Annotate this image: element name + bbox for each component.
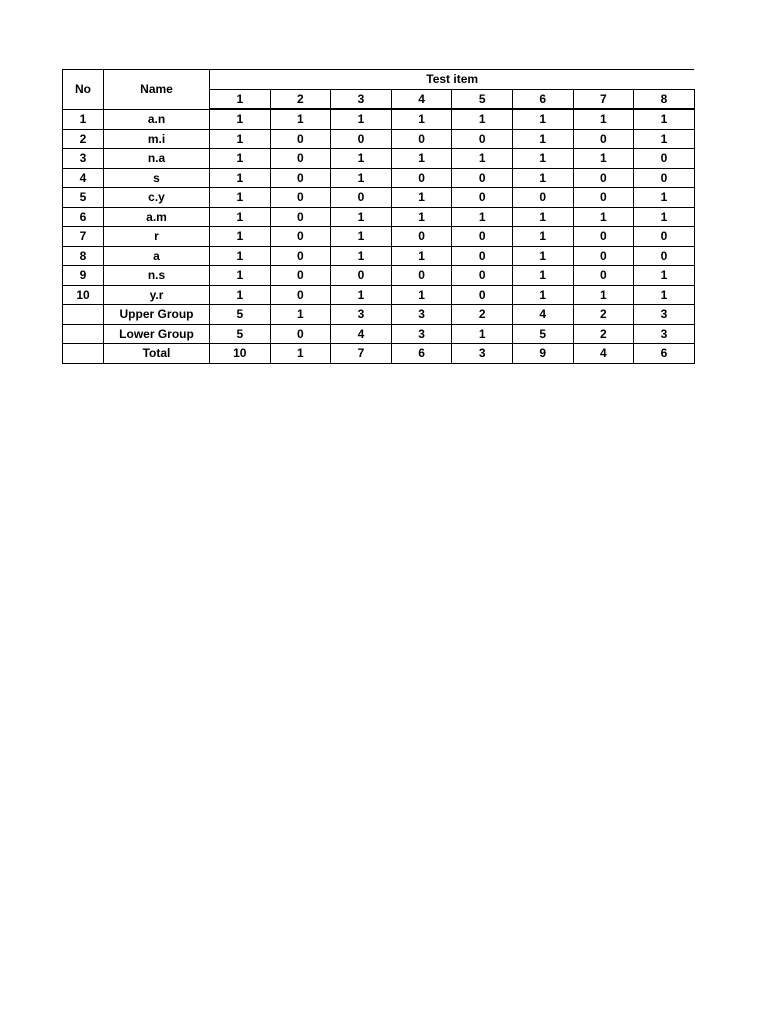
header-item-6: 6 xyxy=(512,89,573,109)
table-row xyxy=(63,168,695,188)
row-no: 9 xyxy=(63,266,104,286)
score-cell: 1 xyxy=(512,207,573,227)
score-cell: 1 xyxy=(331,149,392,169)
summary-row xyxy=(63,324,695,344)
score-cell: 0 xyxy=(452,246,513,266)
row-name: c.y xyxy=(104,188,210,208)
summary-label: Lower Group xyxy=(104,324,210,344)
score-cell: 1 xyxy=(634,285,695,305)
score-cell: 1 xyxy=(634,109,695,129)
summary-label: Upper Group xyxy=(104,305,210,325)
score-cell: 0 xyxy=(573,246,634,266)
row-no: 4 xyxy=(63,168,104,188)
score-cell: 1 xyxy=(512,285,573,305)
header-item-1: 1 xyxy=(210,89,271,109)
header-item-8: 8 xyxy=(634,89,695,109)
table-row xyxy=(63,188,695,208)
row-name: r xyxy=(104,227,210,247)
score-cell: 1 xyxy=(512,266,573,286)
score-cell: 0 xyxy=(391,168,452,188)
score-cell: 0 xyxy=(634,149,695,169)
header-item-3: 3 xyxy=(331,89,392,109)
score-cell: 1 xyxy=(634,188,695,208)
test-item-score-table xyxy=(62,69,695,364)
summary-score-cell: 5 xyxy=(210,324,271,344)
table-row xyxy=(63,246,695,266)
row-name: n.s xyxy=(104,266,210,286)
score-cell: 0 xyxy=(270,149,331,169)
score-cell: 1 xyxy=(210,285,271,305)
score-cell: 1 xyxy=(634,207,695,227)
score-cell: 0 xyxy=(270,227,331,247)
score-cell: 1 xyxy=(210,129,271,149)
row-name: a.m xyxy=(104,207,210,227)
row-name: m.i xyxy=(104,129,210,149)
table-row xyxy=(63,207,695,227)
row-no: 5 xyxy=(63,188,104,208)
score-cell: 1 xyxy=(331,246,392,266)
header-item-2: 2 xyxy=(270,89,331,109)
score-cell: 1 xyxy=(331,207,392,227)
row-no: 6 xyxy=(63,207,104,227)
summary-score-cell: 10 xyxy=(210,344,271,364)
header-name: Name xyxy=(104,70,210,110)
score-cell: 1 xyxy=(391,149,452,169)
summary-score-cell: 4 xyxy=(573,344,634,364)
summary-label: Total xyxy=(104,344,210,364)
summary-score-cell: 4 xyxy=(331,324,392,344)
row-no: 10 xyxy=(63,285,104,305)
header-no: No xyxy=(63,70,104,110)
score-cell: 0 xyxy=(573,227,634,247)
summary-score-cell: 1 xyxy=(452,324,513,344)
score-cell: 0 xyxy=(391,266,452,286)
row-name: y.r xyxy=(104,285,210,305)
score-cell: 1 xyxy=(391,246,452,266)
score-cell: 1 xyxy=(331,285,392,305)
score-cell: 0 xyxy=(270,188,331,208)
score-cell: 1 xyxy=(512,168,573,188)
row-no: 1 xyxy=(63,109,104,129)
score-cell: 1 xyxy=(331,227,392,247)
score-cell: 1 xyxy=(634,129,695,149)
score-cell: 0 xyxy=(452,168,513,188)
row-no: 2 xyxy=(63,129,104,149)
score-cell: 0 xyxy=(573,188,634,208)
score-cell: 1 xyxy=(573,149,634,169)
summary-score-cell: 2 xyxy=(573,324,634,344)
header-row-top xyxy=(63,70,695,90)
summary-score-cell: 6 xyxy=(391,344,452,364)
summary-score-cell: 4 xyxy=(512,305,573,325)
score-cell: 1 xyxy=(210,207,271,227)
score-cell: 0 xyxy=(270,168,331,188)
score-cell: 0 xyxy=(573,129,634,149)
summary-score-cell: 5 xyxy=(512,324,573,344)
score-cell: 0 xyxy=(573,168,634,188)
score-cell: 1 xyxy=(512,149,573,169)
score-cell: 1 xyxy=(391,285,452,305)
row-no: 7 xyxy=(63,227,104,247)
score-cell: 1 xyxy=(210,149,271,169)
summary-score-cell: 3 xyxy=(452,344,513,364)
summary-row xyxy=(63,305,695,325)
table-row xyxy=(63,266,695,286)
summary-no-empty xyxy=(63,305,104,325)
row-name: a xyxy=(104,246,210,266)
score-cell: 1 xyxy=(573,285,634,305)
score-cell: 0 xyxy=(270,285,331,305)
header-item-5: 5 xyxy=(452,89,513,109)
score-cell: 0 xyxy=(331,129,392,149)
score-cell: 1 xyxy=(210,188,271,208)
row-name: n.a xyxy=(104,149,210,169)
summary-score-cell: 3 xyxy=(634,305,695,325)
table-row xyxy=(63,285,695,305)
score-cell: 1 xyxy=(210,168,271,188)
summary-no-empty xyxy=(63,324,104,344)
score-cell: 1 xyxy=(210,246,271,266)
score-cell: 1 xyxy=(210,266,271,286)
score-cell: 0 xyxy=(452,285,513,305)
row-name: a.n xyxy=(104,109,210,129)
table-row xyxy=(63,227,695,247)
score-cell: 1 xyxy=(210,227,271,247)
summary-row xyxy=(63,344,695,364)
row-name: s xyxy=(104,168,210,188)
score-table-body xyxy=(63,109,695,363)
score-cell: 0 xyxy=(270,246,331,266)
header-item-4: 4 xyxy=(391,89,452,109)
score-cell: 1 xyxy=(331,168,392,188)
score-cell: 1 xyxy=(452,149,513,169)
summary-score-cell: 5 xyxy=(210,305,271,325)
score-cell: 1 xyxy=(512,246,573,266)
table-row xyxy=(63,129,695,149)
summary-score-cell: 1 xyxy=(270,344,331,364)
row-no: 8 xyxy=(63,246,104,266)
table-row xyxy=(63,149,695,169)
score-cell: 1 xyxy=(512,129,573,149)
score-cell: 1 xyxy=(391,109,452,129)
score-cell: 0 xyxy=(270,266,331,286)
summary-score-cell: 0 xyxy=(270,324,331,344)
score-cell: 0 xyxy=(452,266,513,286)
score-cell: 1 xyxy=(512,227,573,247)
score-cell: 1 xyxy=(331,109,392,129)
header-item-7: 7 xyxy=(573,89,634,109)
score-cell: 0 xyxy=(270,207,331,227)
score-cell: 1 xyxy=(512,109,573,129)
score-cell: 0 xyxy=(270,129,331,149)
score-cell: 1 xyxy=(210,109,271,129)
score-cell: 0 xyxy=(331,266,392,286)
header-test-item: Test item xyxy=(210,70,695,90)
score-cell: 0 xyxy=(391,227,452,247)
score-cell: 0 xyxy=(331,188,392,208)
score-cell: 1 xyxy=(452,109,513,129)
summary-score-cell: 3 xyxy=(391,305,452,325)
row-no: 3 xyxy=(63,149,104,169)
table-row xyxy=(63,109,695,129)
score-cell: 1 xyxy=(573,207,634,227)
score-cell: 0 xyxy=(573,266,634,286)
score-cell: 1 xyxy=(391,207,452,227)
score-cell: 1 xyxy=(391,188,452,208)
summary-score-cell: 2 xyxy=(452,305,513,325)
score-cell: 0 xyxy=(391,129,452,149)
summary-score-cell: 7 xyxy=(331,344,392,364)
summary-score-cell: 3 xyxy=(331,305,392,325)
score-cell: 0 xyxy=(452,129,513,149)
summary-score-cell: 6 xyxy=(634,344,695,364)
score-cell: 0 xyxy=(634,168,695,188)
summary-no-empty xyxy=(63,344,104,364)
summary-score-cell: 3 xyxy=(634,324,695,344)
score-cell: 1 xyxy=(573,109,634,129)
score-cell: 1 xyxy=(634,266,695,286)
score-cell: 1 xyxy=(452,207,513,227)
summary-score-cell: 1 xyxy=(270,305,331,325)
summary-score-cell: 9 xyxy=(512,344,573,364)
score-cell: 0 xyxy=(452,227,513,247)
score-cell: 0 xyxy=(512,188,573,208)
score-cell: 0 xyxy=(634,246,695,266)
score-cell: 0 xyxy=(634,227,695,247)
summary-score-cell: 3 xyxy=(391,324,452,344)
summary-score-cell: 2 xyxy=(573,305,634,325)
score-cell: 1 xyxy=(270,109,331,129)
score-cell: 0 xyxy=(452,188,513,208)
